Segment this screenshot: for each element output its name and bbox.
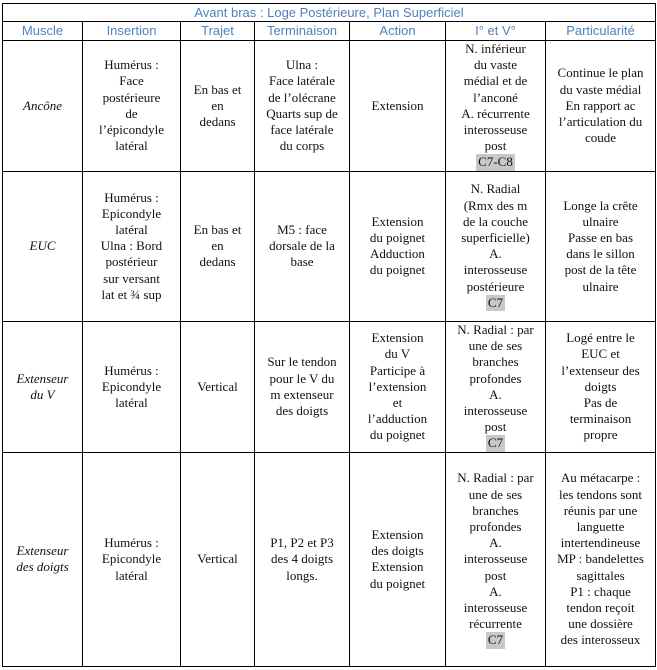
- cell-line: branches: [472, 354, 519, 370]
- cell-line: interosseuse: [463, 262, 528, 278]
- cell-line: Extension: [371, 527, 424, 543]
- cell-trajet: [181, 41, 255, 172]
- cell-insertion: [83, 321, 181, 452]
- cell-line: interosseuse: [463, 599, 528, 615]
- cell-line: profondes: [469, 370, 522, 386]
- cell-line: EUC et: [581, 346, 620, 362]
- table-row: [3, 41, 656, 172]
- cell-line: N. inférieur: [465, 41, 526, 57]
- cell-action: [350, 452, 446, 666]
- cell-line: interosseuse: [463, 551, 528, 567]
- cell-line: En rapport ac: [565, 97, 636, 113]
- root-badge: C7: [487, 632, 504, 648]
- cell-line: du vaste médial: [559, 81, 642, 97]
- root-badge: C7: [487, 294, 504, 310]
- cell-line: Ancône: [23, 97, 62, 113]
- cell-line: et: [392, 394, 403, 410]
- table-row: [3, 321, 656, 452]
- cell-line: du V: [384, 346, 411, 362]
- cell-line: du corps: [279, 138, 325, 154]
- cell-insertion: [83, 171, 181, 321]
- cell-line: une dossière: [568, 616, 633, 632]
- cell-line: post: [484, 567, 507, 583]
- cell-line: doigts: [584, 378, 617, 394]
- col-header-insertion: Insertion: [83, 22, 181, 41]
- cell-line: du poignet: [369, 575, 426, 591]
- cell-line: branches: [472, 502, 519, 518]
- cell-line: face latérale: [270, 122, 334, 138]
- cell-line: languette: [576, 518, 625, 534]
- cell-trajet: [181, 321, 255, 452]
- cell-line: dans le sillon: [566, 246, 635, 262]
- cell-line: Au métacarpe :: [560, 470, 641, 486]
- cell-line: une de ses: [468, 338, 523, 354]
- cell-line: Humérus :: [104, 189, 159, 205]
- cell-line: intertendineuse: [560, 535, 641, 551]
- cell-line: les tendons sont: [558, 486, 643, 502]
- col-header-muscle: Muscle: [3, 22, 83, 41]
- cell-line: longs.: [286, 567, 318, 583]
- header-row: [3, 22, 656, 41]
- cell-line: coude: [584, 130, 617, 146]
- cell-line: tendon reçoit: [566, 599, 635, 615]
- cell-line: du poignet: [369, 230, 426, 246]
- cell-terminaison: [255, 321, 350, 452]
- col-header-action: Action: [350, 22, 446, 41]
- cell-line: des interosseux: [560, 632, 641, 648]
- cell-line: Epicondyle: [101, 205, 162, 221]
- cell-line: A.: [489, 246, 502, 262]
- cell-line: superficielle): [461, 230, 530, 246]
- cell-line: du V: [30, 386, 55, 402]
- cell-line: lat et ¾ sup: [101, 286, 162, 302]
- cell-line: médial et de: [463, 73, 528, 89]
- cell-line: base: [290, 254, 314, 270]
- cell-line: de l’olécrane: [268, 89, 336, 105]
- cell-line: MP : bandelettes: [557, 551, 644, 567]
- cell-line: latéral: [115, 394, 148, 410]
- cell-innervation: [446, 41, 546, 172]
- table-title: Avant bras : Loge Postérieure, Plan Superficiel: [3, 4, 656, 22]
- cell-line: l’articulation du: [558, 113, 643, 129]
- cell-terminaison: [255, 171, 350, 321]
- cell-line: A.: [489, 583, 502, 599]
- cell-line: P1 : chaque: [570, 583, 631, 599]
- cell-line: de: [125, 105, 138, 121]
- root-badge: C7: [487, 435, 504, 451]
- cell-line: M5 : face: [277, 221, 327, 237]
- cell-line: N. Radial : par: [457, 322, 534, 337]
- cell-line: des 4 doigts: [270, 551, 334, 567]
- cell-line: Vertical: [197, 378, 238, 394]
- cell-line: EUC: [29, 238, 56, 254]
- cell-line: Participe à: [369, 362, 426, 378]
- cell-line: A.: [489, 386, 502, 402]
- cell-line: en: [211, 238, 224, 254]
- cell-action: [350, 321, 446, 452]
- col-header-innervation: I° et V°: [446, 22, 546, 41]
- cell-line: Sur le tendon: [267, 354, 337, 370]
- cell-line: sur versant: [103, 270, 160, 286]
- cell-line: postérieur: [105, 254, 158, 270]
- cell-line: pour le V du: [269, 370, 335, 386]
- col-header-particularite: Particularité: [546, 22, 656, 41]
- cell-line: l’épicondyle: [99, 122, 164, 138]
- cell-line: post: [484, 138, 507, 154]
- cell-line: réunis par une: [563, 502, 638, 518]
- cell-line: latéral: [115, 221, 148, 237]
- cell-line: Continue le plan: [557, 65, 644, 81]
- cell-line: Adduction: [370, 246, 425, 262]
- cell-line: latéral: [115, 138, 148, 154]
- cell-line: Ulna : Bord: [100, 238, 163, 254]
- cell-line: Extension: [371, 213, 424, 229]
- cell-line: Epicondyle: [101, 378, 162, 394]
- cell-line: Longe la crête: [563, 197, 638, 213]
- cell-line: des doigts: [275, 403, 329, 419]
- cell-line: propre: [583, 427, 618, 443]
- col-header-terminaison: Terminaison: [255, 22, 350, 41]
- cell-innervation: [446, 321, 546, 452]
- table-row: [3, 171, 656, 321]
- cell-line: dedans: [199, 254, 236, 270]
- cell-line: interosseuse: [463, 122, 528, 138]
- cell-muscle: [3, 321, 83, 452]
- cell-line: Ulna :: [285, 57, 319, 73]
- cell-line: A. récurrente: [461, 105, 530, 121]
- cell-line: Vertical: [197, 551, 238, 567]
- col-header-trajet: Trajet: [181, 22, 255, 41]
- cell-line: en: [211, 97, 224, 113]
- cell-line: ulnaire: [582, 278, 619, 294]
- cell-line: post: [484, 419, 507, 435]
- cell-line: Humérus :: [104, 362, 159, 378]
- cell-muscle: [3, 452, 83, 666]
- cell-line: latéral: [115, 567, 148, 583]
- root-badge: C7-C8: [478, 154, 513, 170]
- cell-line: m extenseur: [270, 386, 334, 402]
- cell-innervation: [446, 452, 546, 666]
- cell-action: [350, 171, 446, 321]
- cell-line: En bas et: [193, 221, 242, 237]
- cell-line: l’extension: [368, 378, 427, 394]
- cell-trajet: [181, 452, 255, 666]
- cell-line: Humérus :: [104, 57, 159, 73]
- cell-line: des doigts: [371, 543, 424, 559]
- cell-line: Epicondyle: [101, 551, 162, 567]
- anatomy-table: [2, 3, 656, 667]
- cell-particularite: [546, 452, 656, 666]
- cell-line: l’anconé: [473, 89, 518, 105]
- cell-line: des doigts: [16, 559, 69, 575]
- table-row: [3, 452, 656, 666]
- cell-line: N. Radial: [470, 181, 521, 197]
- cell-line: En bas et: [193, 81, 242, 97]
- cell-terminaison: [255, 41, 350, 172]
- cell-action: [350, 41, 446, 172]
- cell-line: Face: [119, 73, 144, 89]
- cell-line: interosseuse: [463, 403, 528, 419]
- cell-line: dedans: [199, 113, 236, 129]
- cell-line: sagittales: [576, 567, 625, 583]
- cell-insertion: [83, 452, 181, 666]
- cell-line: du poignet: [369, 262, 426, 278]
- cell-innervation: [446, 171, 546, 321]
- cell-line: l’adduction: [367, 411, 428, 427]
- cell-line: Extension: [371, 97, 424, 113]
- cell-line: postérieure: [102, 89, 161, 105]
- cell-line: une de ses: [468, 486, 523, 502]
- cell-line: (Rmx des m: [463, 197, 528, 213]
- cell-line: N. Radial : par: [457, 470, 534, 486]
- cell-particularite: [546, 171, 656, 321]
- cell-line: ulnaire: [582, 213, 619, 229]
- cell-line: Pas de: [583, 394, 618, 410]
- cell-particularite: [546, 41, 656, 172]
- cell-line: récurrente: [469, 616, 522, 632]
- cell-line: Logé entre le: [566, 330, 635, 346]
- cell-line: Quarts sup de: [266, 105, 338, 121]
- cell-line: terminaison: [569, 411, 632, 427]
- cell-insertion: [83, 41, 181, 172]
- cell-muscle: [3, 41, 83, 172]
- cell-line: Face latérale: [268, 73, 336, 89]
- cell-terminaison: [255, 452, 350, 666]
- cell-trajet: [181, 171, 255, 321]
- cell-line: du vaste: [474, 57, 517, 73]
- cell-line: dorsale de la: [269, 238, 335, 254]
- cell-line: Passe en bas: [568, 230, 634, 246]
- cell-line: Extension: [371, 559, 424, 575]
- cell-line: l’extenseur des: [561, 362, 640, 378]
- cell-line: du poignet: [369, 427, 426, 443]
- cell-line: Extenseur: [16, 370, 69, 386]
- cell-line: post de la tête: [564, 262, 637, 278]
- cell-line: postérieure: [466, 278, 525, 294]
- cell-line: A.: [489, 535, 502, 551]
- cell-muscle: [3, 171, 83, 321]
- cell-line: Humérus :: [104, 535, 159, 551]
- cell-line: de la couche: [463, 213, 528, 229]
- cell-line: Extenseur: [16, 543, 69, 559]
- cell-line: profondes: [469, 518, 522, 534]
- cell-particularite: [546, 321, 656, 452]
- cell-line: P1, P2 et P3: [270, 535, 334, 551]
- cell-line: Extension: [371, 330, 424, 346]
